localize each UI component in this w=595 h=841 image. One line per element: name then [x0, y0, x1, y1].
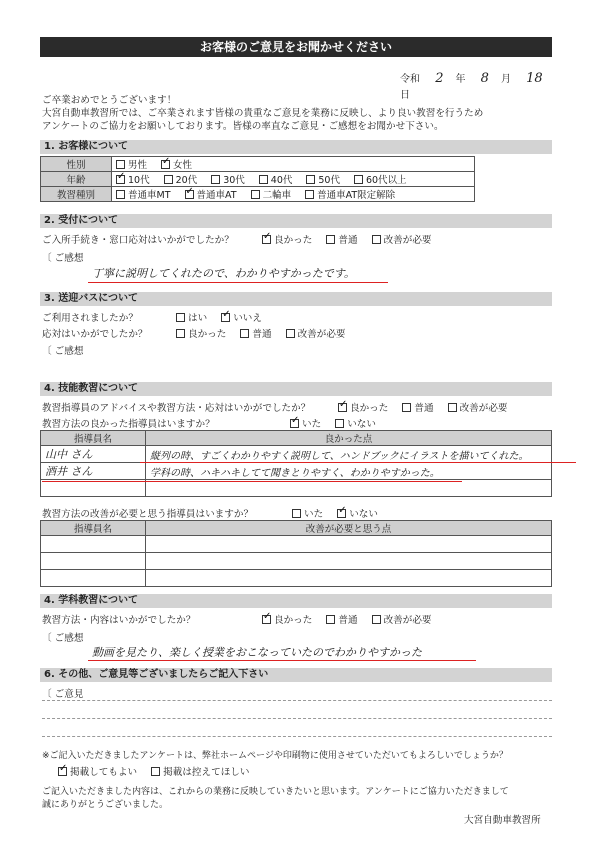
checkbox-option[interactable]	[306, 172, 340, 186]
checked-box-icon[interactable]	[221, 313, 230, 322]
option-label: 普通車AT	[196, 190, 237, 201]
checkbox-icon[interactable]	[176, 313, 185, 322]
checkbox-option[interactable]	[116, 172, 150, 186]
year-unit: 年	[455, 74, 466, 85]
checkbox-icon[interactable]	[306, 175, 315, 184]
age-label: 年齢	[41, 172, 112, 187]
col-instructor: 指導員名	[41, 431, 146, 446]
col-good-points: 良かった点	[146, 431, 552, 446]
thanks-line: 誠にありがとうございました。	[42, 800, 169, 810]
checkbox-icon[interactable]	[116, 190, 125, 199]
customer-table	[40, 156, 475, 202]
intro-line: 大宮自動車教習所では、ご卒業されます皆様の貴重なご意見を業務に反映し、より良い教習を行うため	[42, 108, 484, 119]
checkbox-option[interactable]	[164, 172, 198, 186]
checkbox-icon[interactable]	[211, 175, 220, 184]
checkbox-option[interactable]	[372, 612, 432, 626]
checkbox-option[interactable]	[338, 400, 388, 414]
option-label: 普通車MT	[128, 190, 171, 201]
write-line	[42, 718, 552, 719]
bus-service-question: 応対はいかがでしたか？	[42, 329, 148, 340]
impression-label: 〔 ご感想	[42, 346, 84, 357]
row-course	[41, 187, 475, 202]
col-improve-points: 改善が必要と思う点	[146, 521, 552, 536]
bus-use-options	[176, 310, 276, 324]
section-heading-classroom: 4. 学科教習について	[40, 594, 552, 608]
thanks-line: ご記入いただきました内容は、これからの業務に反映していきたいと思います。アンケートにご協力いただきまして	[42, 787, 509, 797]
checkbox-option[interactable]	[262, 612, 312, 626]
section-heading-other: 6. その他、ご意見等ございましたらご記入下さい	[40, 668, 552, 682]
option-label: 60代以上	[365, 175, 407, 186]
checkbox-icon[interactable]	[251, 190, 260, 199]
instructor-name[interactable]: 山中 さん	[41, 446, 146, 463]
option-label: 普通	[414, 403, 434, 414]
write-line	[42, 700, 552, 701]
month-unit: 月	[500, 74, 511, 85]
table-row[interactable]	[41, 553, 146, 570]
checkbox-icon[interactable]	[151, 767, 160, 776]
checkbox-option[interactable]	[240, 326, 271, 340]
publish-options	[58, 764, 264, 778]
table-row	[41, 446, 552, 463]
good-instructor-question: 教習方法の良かった指導員はいますか？	[42, 419, 215, 430]
checkbox-option[interactable]	[372, 232, 432, 246]
option-label: 改善が必要	[383, 615, 432, 626]
option-label: いた	[304, 509, 324, 520]
option-label: 10代	[128, 175, 150, 186]
reception-impression[interactable]: 丁寧に説明してくれたので、わかりやすかったです。	[92, 267, 355, 280]
gender-label: 性別	[41, 157, 112, 172]
era: 令和	[400, 74, 420, 85]
checked-box-icon[interactable]	[337, 509, 346, 518]
improve-instructor-options	[292, 506, 392, 520]
option-label: 良かった	[274, 235, 313, 246]
checkbox-icon[interactable]	[116, 160, 125, 169]
write-line	[42, 736, 552, 737]
option-label: 掲載してもよい	[70, 767, 138, 778]
page-title: お客様のご意見をお聞かせください	[40, 37, 552, 57]
checkbox-option[interactable]	[402, 400, 433, 414]
checkbox-icon[interactable]	[259, 175, 268, 184]
month-value[interactable]: 8	[480, 71, 489, 86]
checkbox-icon[interactable]	[372, 235, 381, 244]
checkbox-option[interactable]	[259, 172, 293, 186]
organization-name: 大宮自動車教習所	[464, 815, 541, 826]
checkbox-icon[interactable]	[240, 329, 249, 338]
checkbox-icon[interactable]	[335, 419, 344, 428]
red-underline	[140, 462, 576, 463]
checked-box-icon[interactable]	[262, 235, 271, 244]
option-label: はい	[188, 313, 208, 324]
option-label: 男性	[128, 160, 148, 171]
option-label: いいえ	[233, 313, 262, 324]
checkbox-icon[interactable]	[164, 175, 173, 184]
opinion-label: 〔 ご意見	[42, 689, 84, 700]
checkbox-option[interactable]	[116, 157, 147, 171]
option-label: 改善が必要	[459, 403, 508, 414]
option-label: 普通車AT限定解除	[317, 190, 396, 201]
red-underline	[88, 660, 476, 661]
option-label: いない	[349, 509, 378, 520]
option-label: 掲載は控えてほしい	[163, 767, 250, 778]
option-label: 良かった	[274, 615, 313, 626]
age-options	[112, 172, 475, 187]
option-label: いない	[347, 419, 376, 430]
option-label: 改善が必要	[383, 235, 432, 246]
option-label: 良かった	[350, 403, 389, 414]
bus-use-question: ご利用されましたか？	[42, 313, 138, 324]
table-row[interactable]	[41, 570, 146, 587]
gender-options	[112, 157, 475, 172]
skill-advice-options	[338, 400, 522, 414]
bus-service-options	[176, 326, 360, 340]
option-label: 普通	[252, 329, 272, 340]
option-label: 30代	[223, 175, 245, 186]
intro-line: ご卒業おめでとうございます！	[42, 95, 177, 106]
section-heading-bus: 3. 送迎バスについて	[40, 292, 552, 306]
red-underline	[88, 282, 388, 283]
checkbox-option[interactable]	[221, 310, 262, 324]
checkbox-option[interactable]	[176, 310, 207, 324]
checkbox-option[interactable]	[335, 416, 376, 430]
checkbox-option[interactable]	[151, 764, 249, 778]
checked-box-icon[interactable]	[262, 615, 271, 624]
skill-advice-question: 教習指導員のアドバイスや教習方法・応対はいかがでしたか？	[42, 403, 311, 414]
day-unit: 日	[400, 90, 410, 101]
course-label: 教習種別	[41, 187, 112, 202]
checkbox-option[interactable]	[326, 232, 357, 246]
good-point[interactable]: 縦列の時、すごくわかりやすく説明して、ハンドブックにイラストを描いてくれた。	[146, 446, 552, 463]
section-heading-reception: 2. 受付について	[40, 214, 552, 228]
table-row	[41, 480, 552, 497]
good-point[interactable]: 学科の時、ハキハキしてて聞きとりやすく、わかりやすかった。	[146, 463, 552, 480]
table-row	[41, 463, 552, 480]
intro-text	[42, 94, 562, 133]
option-label: 20代	[175, 175, 198, 186]
option-label: いた	[302, 419, 322, 430]
impression-label: 〔 ご感想	[42, 253, 84, 264]
publish-question: ※ご記入いただきましたアンケートは、弊社ホームページや印刷物に使用させていただいてもよろしいでしょうか？	[42, 751, 508, 761]
checked-box-icon[interactable]	[161, 160, 170, 169]
checkbox-option[interactable]	[286, 326, 346, 340]
checkbox-icon[interactable]	[305, 190, 314, 199]
reception-question: ご入所手続き・窓口応対はいかがでしたか？	[42, 235, 234, 246]
improve-instructor-table	[40, 520, 552, 587]
checkbox-icon[interactable]	[354, 175, 363, 184]
checkbox-icon[interactable]	[402, 403, 411, 412]
checkbox-option[interactable]	[326, 612, 357, 626]
checkbox-option[interactable]	[290, 416, 321, 430]
checkbox-option[interactable]	[58, 764, 137, 778]
impression-label: 〔 ご感想	[42, 633, 84, 644]
option-label: 普通	[338, 235, 358, 246]
checked-box-icon[interactable]	[116, 175, 125, 184]
checkbox-option[interactable]	[176, 326, 226, 340]
checkbox-option[interactable]	[251, 187, 292, 201]
classroom-impression[interactable]: 動画を見たり、楽しく授業をおこなっていたのでわかりやすかった	[92, 646, 422, 659]
checkbox-icon[interactable]	[326, 615, 335, 624]
checkbox-icon[interactable]	[372, 615, 381, 624]
checkbox-option[interactable]	[305, 187, 395, 201]
table-row[interactable]	[41, 536, 146, 553]
reception-options	[262, 232, 446, 246]
checked-box-icon[interactable]	[185, 190, 194, 199]
option-label: 改善が必要	[297, 329, 346, 340]
option-label: 二輪車	[262, 190, 292, 201]
checkbox-option[interactable]	[337, 506, 378, 520]
course-options	[112, 187, 475, 202]
checked-box-icon[interactable]	[290, 419, 299, 428]
checkbox-option[interactable]	[292, 506, 323, 520]
checkbox-option[interactable]	[116, 187, 171, 201]
option-label: 良かった	[188, 329, 227, 340]
improve-instructor-question: 教習方法の改善が必要と思う指導員はいますか？	[42, 509, 254, 520]
checkbox-option[interactable]	[185, 187, 237, 201]
col-instructor: 指導員名	[41, 521, 146, 536]
checkbox-icon[interactable]	[326, 235, 335, 244]
checkbox-option[interactable]	[448, 400, 508, 414]
checkbox-icon[interactable]	[448, 403, 457, 412]
red-underline	[42, 481, 462, 482]
day-value[interactable]: 18	[526, 71, 543, 86]
intro-line: アンケートのご協力をお願いしております。皆様の率直なご意見・ご感想をお聞かせ下さい。	[42, 121, 444, 132]
option-label: 50代	[318, 175, 340, 186]
section-heading-skill: 4. 技能教習について	[40, 382, 552, 396]
option-label: 女性	[173, 160, 193, 171]
section-heading-customer: 1. お客様について	[40, 140, 552, 154]
option-label: 普通	[338, 615, 358, 626]
classroom-options	[262, 612, 446, 626]
year-value[interactable]: 2	[435, 71, 444, 86]
checked-box-icon[interactable]	[338, 403, 347, 412]
checkbox-option[interactable]	[262, 232, 312, 246]
checkbox-icon[interactable]	[176, 329, 185, 338]
checkbox-option[interactable]	[354, 172, 407, 186]
good-instructor-options	[290, 416, 390, 430]
instructor-name[interactable]: 酒井 さん	[41, 463, 146, 480]
checkbox-icon[interactable]	[286, 329, 295, 338]
checkbox-icon[interactable]	[292, 509, 301, 518]
checkbox-option[interactable]	[161, 157, 192, 171]
checkbox-option[interactable]	[211, 172, 245, 186]
row-age	[41, 172, 475, 187]
good-instructor-table	[40, 430, 552, 497]
checked-box-icon[interactable]	[58, 767, 67, 776]
classroom-question: 教習方法・内容はいかがでしたか？	[42, 615, 196, 626]
option-label: 40代	[270, 175, 293, 186]
row-gender	[41, 157, 475, 172]
